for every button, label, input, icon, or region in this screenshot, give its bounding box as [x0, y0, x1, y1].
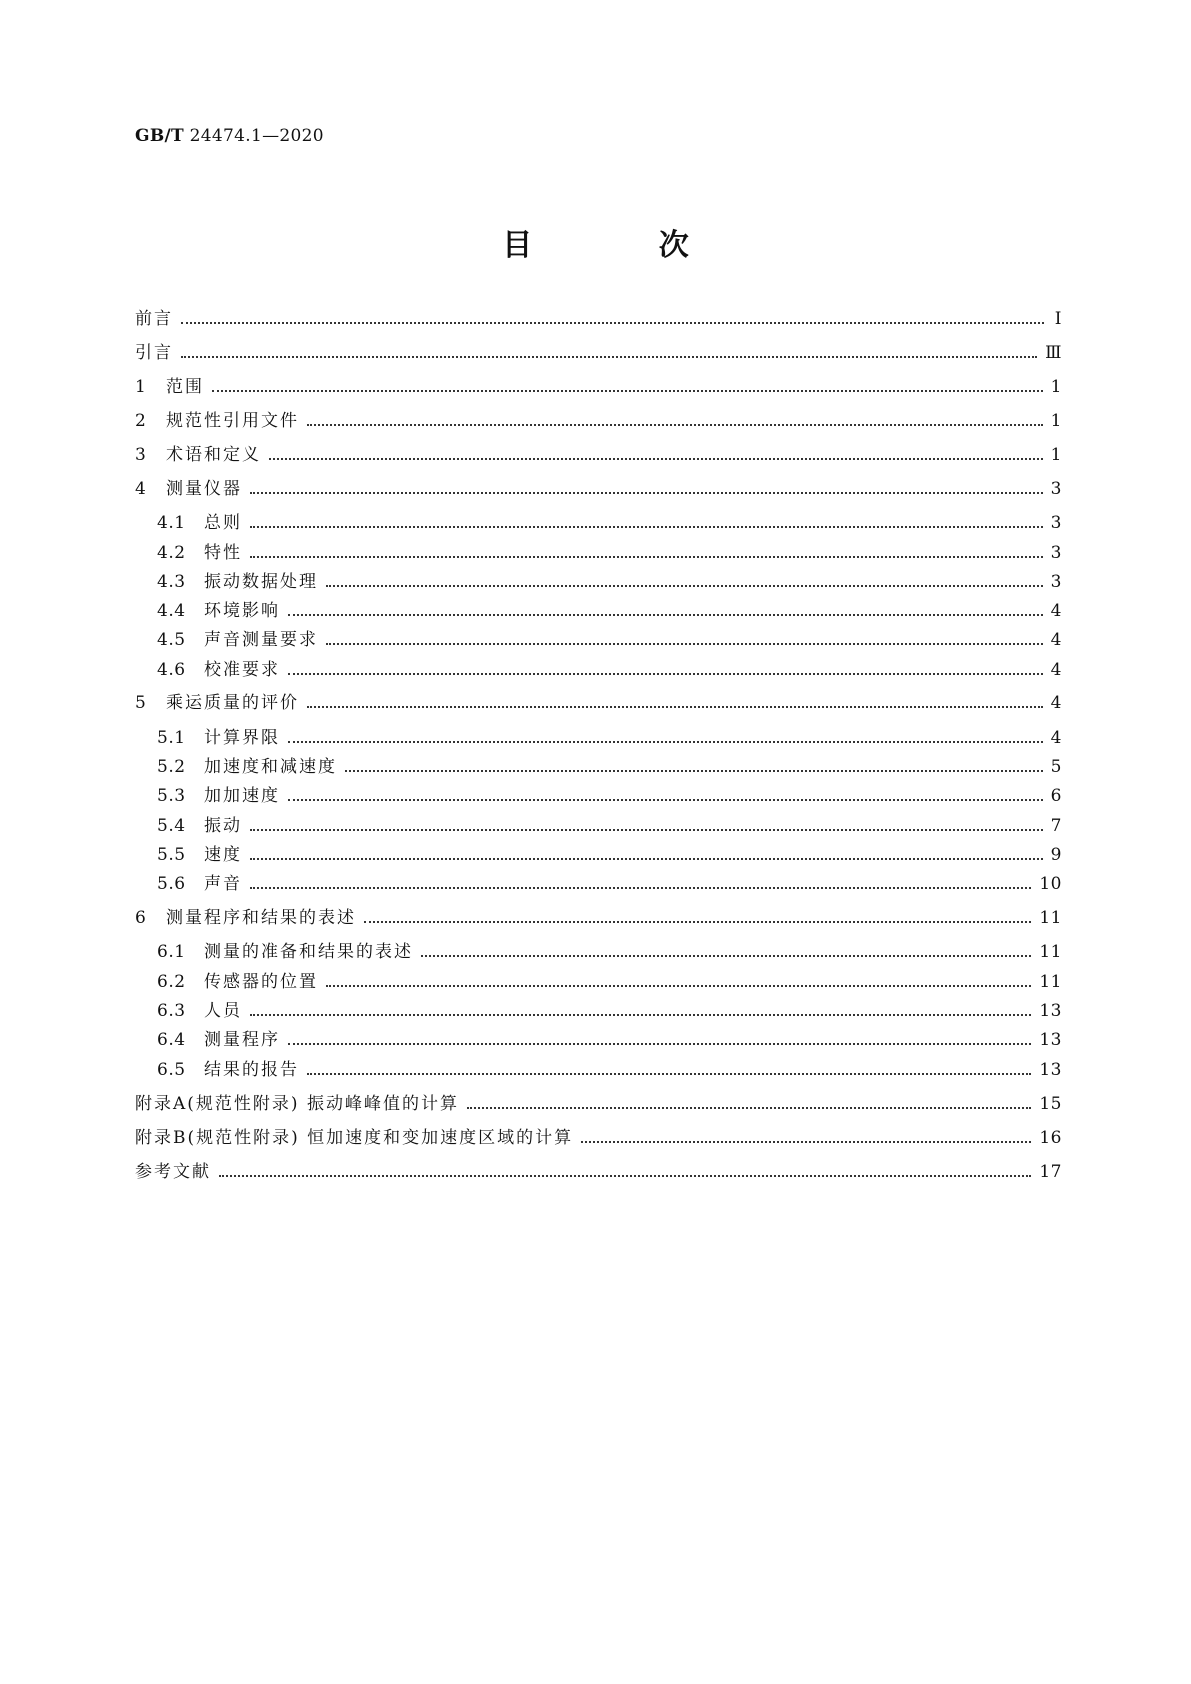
toc-entry-page: 4 [1050, 693, 1062, 713]
toc-entry-page: 16 [1039, 1128, 1062, 1148]
dot-leader [181, 356, 1037, 358]
toc-entry-page: Ⅰ [1054, 309, 1062, 329]
toc-entry-number: 6.1 [157, 942, 186, 962]
dot-leader [212, 390, 1043, 392]
toc-entry-number: 5 [135, 693, 147, 713]
toc-entry-5[interactable] [135, 690, 1062, 714]
toc-entry-6-2[interactable] [157, 969, 1062, 993]
toc-entry-title: 附录A(规范性附录) 振动峰峰值的计算 [135, 1094, 459, 1114]
toc-entry-title: 术语和定义 [166, 445, 261, 465]
toc-entry-number: 1 [135, 377, 147, 397]
toc-entry-4-5[interactable] [157, 627, 1062, 651]
standard-code-prefix: GB/T [135, 126, 184, 146]
toc-entry-page: 4 [1050, 601, 1062, 621]
dot-leader [181, 322, 1044, 324]
toc-entry-title: 乘运质量的评价 [166, 693, 299, 713]
toc-entry-title: 传感器的位置 [204, 972, 318, 992]
toc-entry-title: 加速度和减速度 [204, 757, 337, 777]
toc-entry-title: 前言 [135, 309, 173, 329]
toc-entry-title: 参考文献 [135, 1162, 211, 1182]
toc-entry-5-6[interactable] [157, 871, 1062, 895]
toc-entry-number: 4.5 [157, 630, 186, 650]
toc-entry-title: 人员 [204, 1001, 242, 1021]
toc-entry-page: 1 [1050, 445, 1062, 465]
toc-entry-title: 声音测量要求 [204, 630, 318, 650]
toc-entry-title: 振动数据处理 [204, 572, 318, 592]
toc-entry-number: 4.6 [157, 660, 186, 680]
toc-entry-number: 4.3 [157, 572, 186, 592]
dot-leader [326, 643, 1043, 645]
dot-leader [288, 614, 1043, 616]
toc-entry-number: 6.4 [157, 1030, 186, 1050]
toc-entry-number: 6.2 [157, 972, 186, 992]
dot-leader [364, 921, 1031, 923]
dot-leader [250, 526, 1043, 528]
toc-entry-4-1[interactable] [157, 510, 1062, 534]
toc-entry-page: 11 [1039, 942, 1062, 962]
toc-entry-title: 结果的报告 [204, 1060, 299, 1080]
toc-entry-title: 测量仪器 [166, 479, 242, 499]
toc-entry-title: 特性 [204, 543, 242, 563]
toc-entry-page: 9 [1050, 845, 1062, 865]
toc-entry-page: 11 [1039, 972, 1062, 992]
dot-leader [307, 1073, 1031, 1075]
toc-entry-page: 7 [1050, 816, 1062, 836]
dot-leader [269, 458, 1043, 460]
toc-entry-2[interactable] [135, 408, 1062, 432]
toc-entry-4-4[interactable] [157, 598, 1062, 622]
dot-leader [288, 1043, 1031, 1045]
toc-entry-page: 13 [1039, 1030, 1062, 1050]
toc-entry-3[interactable] [135, 442, 1062, 466]
dot-leader [288, 741, 1043, 743]
dot-leader [288, 799, 1043, 801]
toc-entry-5-5[interactable] [157, 842, 1062, 866]
toc-entry-6-3[interactable] [157, 998, 1062, 1022]
toc-entry-title: 附录B(规范性附录) 恒加速度和变加速度区域的计算 [135, 1128, 574, 1148]
toc-entry-page: 4 [1050, 728, 1062, 748]
toc-entry-number: 4.1 [157, 513, 186, 533]
toc-entry-title: 速度 [204, 845, 242, 865]
toc-entry-title: 测量程序和结果的表述 [166, 908, 356, 928]
toc-entry-page: 17 [1039, 1162, 1062, 1182]
toc-entry-number: 5.2 [157, 757, 186, 777]
toc-entry-page: 13 [1039, 1001, 1062, 1021]
toc-entry-number: 5.5 [157, 845, 186, 865]
toc-entry-4-2[interactable] [157, 540, 1062, 564]
toc-entry-bibliography[interactable] [135, 1159, 1062, 1183]
toc-entry-title: 振动 [204, 816, 242, 836]
toc-entry-title: 规范性引用文件 [166, 411, 299, 431]
toc-entry-6-1[interactable] [157, 939, 1062, 963]
toc-entry-number: 5.6 [157, 874, 186, 894]
dot-leader [581, 1141, 1031, 1143]
dot-leader [250, 829, 1043, 831]
toc-entry-page: Ⅲ [1045, 343, 1062, 363]
dot-leader [250, 858, 1043, 860]
table-of-contents [135, 0, 1062, 1684]
toc-entry-5-1[interactable] [157, 725, 1062, 749]
toc-entry-1[interactable] [135, 374, 1062, 398]
toc-entry-title: 声音 [204, 874, 242, 894]
toc-entry-page: 13 [1039, 1060, 1062, 1080]
toc-entry-number: 4.4 [157, 601, 186, 621]
dot-leader [250, 492, 1043, 494]
toc-entry-number: 5.1 [157, 728, 186, 748]
dot-leader [307, 424, 1043, 426]
toc-entry-introduction[interactable] [135, 340, 1062, 364]
dot-leader [307, 706, 1043, 708]
toc-entry-5-3[interactable] [157, 783, 1062, 807]
toc-entry-title: 测量的准备和结果的表述 [204, 942, 413, 962]
toc-entry-number: 3 [135, 445, 147, 465]
toc-entry-page: 4 [1050, 630, 1062, 650]
toc-entry-number: 4.2 [157, 543, 186, 563]
dot-leader [467, 1107, 1031, 1109]
toc-entry-5-2[interactable] [157, 754, 1062, 778]
toc-entry-page: 1 [1050, 377, 1062, 397]
toc-title: 目 次 [502, 228, 747, 263]
dot-leader [345, 770, 1043, 772]
toc-entry-page: 3 [1050, 572, 1062, 592]
toc-entry-6[interactable] [135, 905, 1062, 929]
toc-entry-4-3[interactable] [157, 569, 1062, 593]
toc-entry-page: 15 [1039, 1094, 1062, 1114]
toc-entry-page: 5 [1050, 757, 1062, 777]
dot-leader [421, 955, 1031, 957]
toc-entry-title: 总则 [204, 513, 242, 533]
toc-entry-number: 5.3 [157, 786, 186, 806]
toc-entry-title: 校准要求 [204, 660, 280, 680]
toc-entry-page: 4 [1050, 660, 1062, 680]
toc-entry-5-4[interactable] [157, 813, 1062, 837]
toc-entry-page: 3 [1050, 479, 1062, 499]
toc-entry-title: 测量程序 [204, 1030, 280, 1050]
toc-entry-number: 6 [135, 908, 147, 928]
dot-leader [288, 673, 1043, 675]
toc-entry-6-4[interactable] [157, 1027, 1062, 1051]
toc-entry-number: 2 [135, 411, 147, 431]
dot-leader [250, 1014, 1031, 1016]
toc-entry-page: 6 [1050, 786, 1062, 806]
dot-leader [219, 1175, 1031, 1177]
dot-leader [250, 556, 1043, 558]
dot-leader [250, 887, 1031, 889]
toc-entry-page: 3 [1050, 513, 1062, 533]
toc-entry-page: 3 [1050, 543, 1062, 563]
toc-entry-number: 6.5 [157, 1060, 186, 1080]
dot-leader [326, 585, 1043, 587]
toc-entry-annex-b[interactable] [135, 1125, 1062, 1149]
toc-entry-number: 6.3 [157, 1001, 186, 1021]
toc-entry-page: 10 [1039, 874, 1062, 894]
toc-entry-foreword[interactable] [135, 306, 1062, 330]
toc-entry-4[interactable] [135, 476, 1062, 500]
dot-leader [326, 985, 1031, 987]
toc-entry-title: 范围 [166, 377, 204, 397]
toc-entry-title: 加加速度 [204, 786, 280, 806]
toc-entry-page: 11 [1039, 908, 1062, 928]
toc-entry-4-6[interactable] [157, 657, 1062, 681]
toc-entry-title: 计算界限 [204, 728, 280, 748]
toc-entry-page: 1 [1050, 411, 1062, 431]
toc-entry-number: 4 [135, 479, 147, 499]
toc-entry-title: 引言 [135, 343, 173, 363]
toc-entry-6-5[interactable] [157, 1057, 1062, 1081]
toc-entry-annex-a[interactable] [135, 1091, 1062, 1115]
toc-entry-number: 5.4 [157, 816, 186, 836]
standard-code-number: 24474.1—2020 [189, 126, 324, 146]
toc-entry-title: 环境影响 [204, 601, 280, 621]
